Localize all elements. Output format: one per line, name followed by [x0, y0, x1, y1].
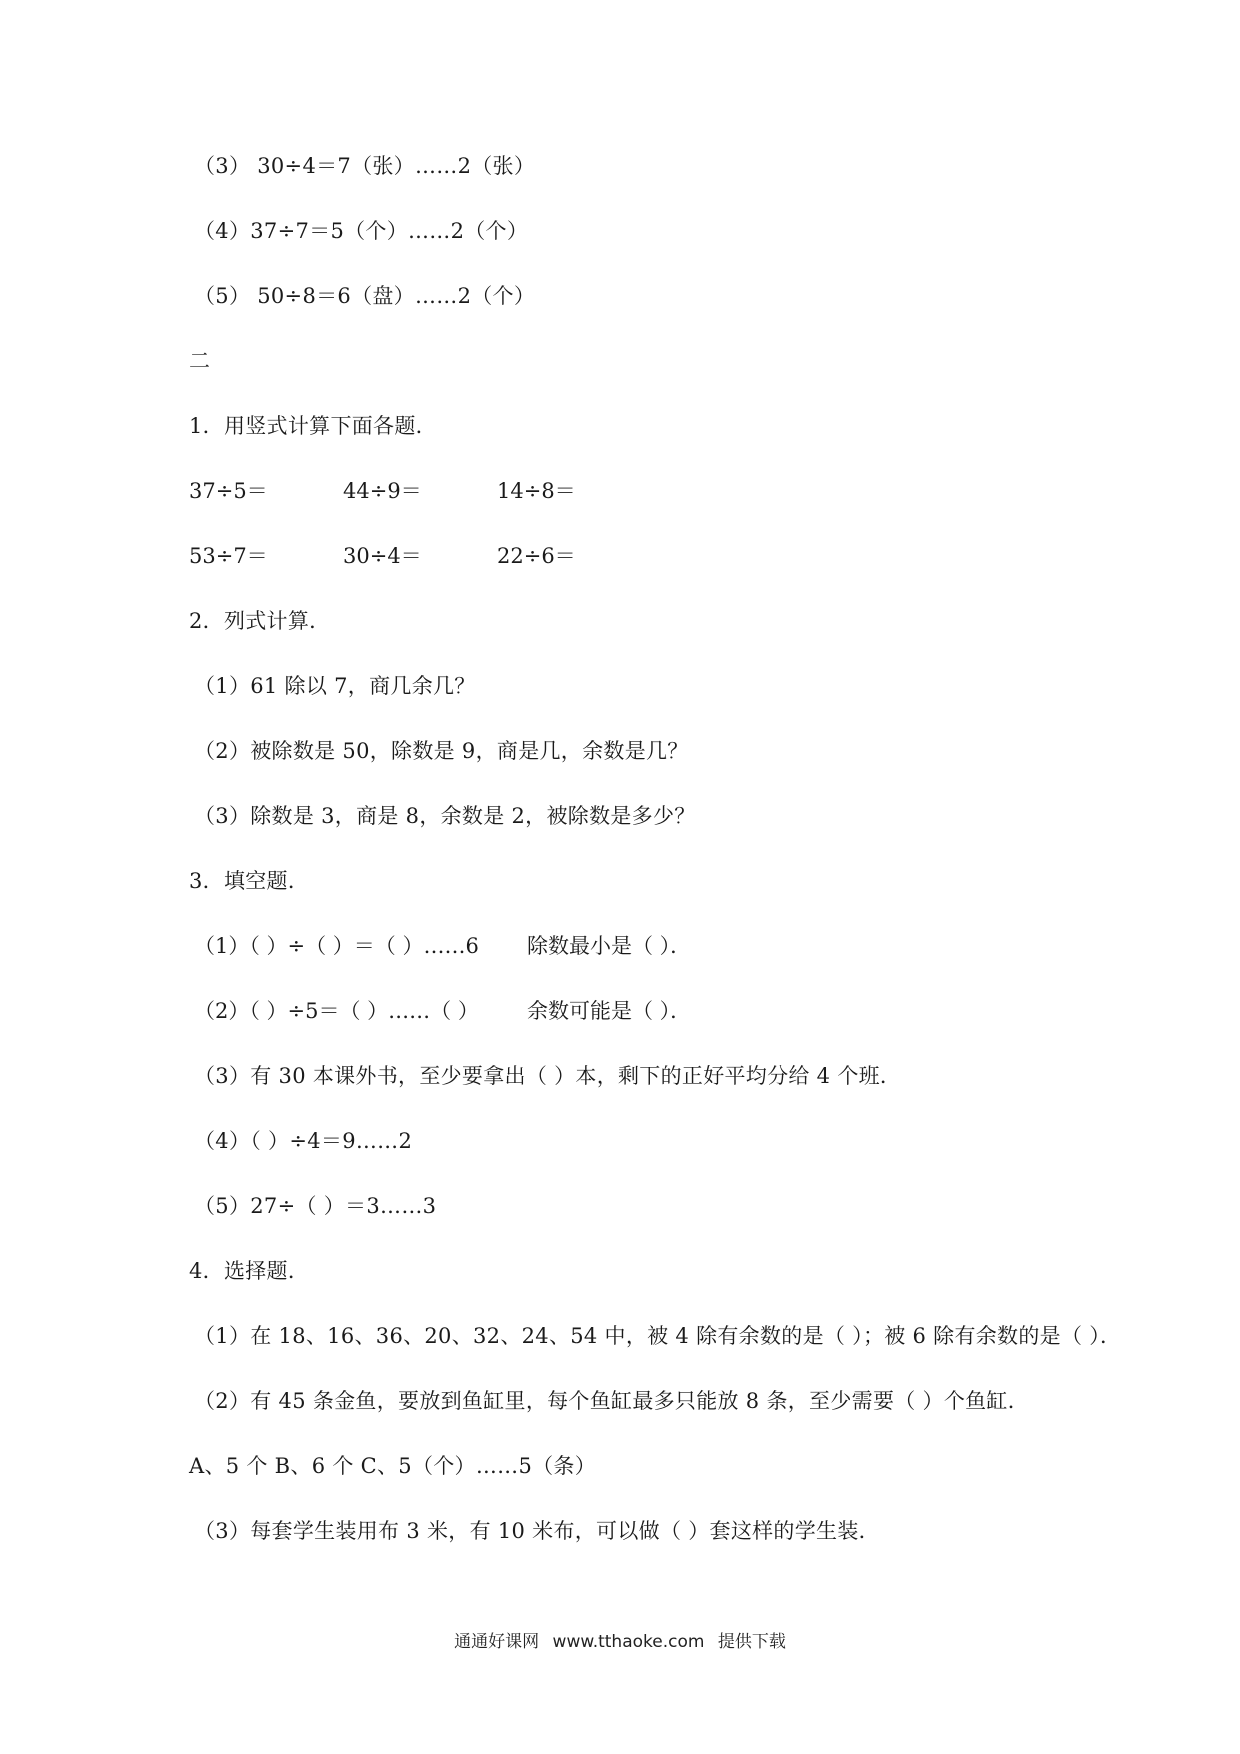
- calc-1-1: 37÷5＝: [189, 479, 268, 503]
- footer-site-name: 通通好课网: [454, 1632, 540, 1652]
- footer-url[interactable]: www.tthaoke.com: [552, 1632, 705, 1652]
- question-2-title: 2．列式计算．: [189, 609, 331, 633]
- question-3-item-2-hint: 余数可能是（ ）．: [527, 999, 692, 1023]
- question-4-item-3: （3）每套学生装用布 3 米，有 10 米布，可以做（ ）套这样的学生装．: [194, 1519, 880, 1543]
- question-4-title: 4．选择题．: [189, 1259, 310, 1283]
- question-4-item-2: （2）有 45 条金鱼，要放到鱼缸里，每个鱼缸最多只能放 8 条，至少需要（ ）个鱼缸．: [194, 1389, 1030, 1413]
- calc-2-1: 53÷7＝: [189, 544, 268, 568]
- answer-item-4: （4）37÷7＝5（个）……2（个）: [194, 219, 529, 243]
- question-3-item-4: （4）（ ）÷4＝9……2: [194, 1129, 413, 1153]
- calc-1-2: 44÷9＝: [343, 479, 422, 503]
- answer-item-5: （5） 50÷8＝6（盘）……2（个）: [194, 284, 536, 308]
- question-2-item-2: （2）被除数是 50，除数是 9，商是几，余数是几？: [194, 739, 689, 763]
- question-1-title: 1．用竖式计算下面各题．: [189, 414, 437, 438]
- question-4-item-1: （1）在 18、16、36、20、32、24、54 中，被 4 除有余数的是（ ）；被 6 除有余数的是（ ）．: [194, 1324, 1122, 1348]
- calc-2-3: 22÷6＝: [497, 544, 576, 568]
- page-footer: [0, 1630, 1240, 1654]
- question-4-options: A、5 个 B、6 个 C、5（个）……5（条）: [189, 1454, 597, 1478]
- question-3-title: 3．填空题．: [189, 869, 310, 893]
- question-3-item-2: （2）（ ）÷5＝（ ）……（ ）: [194, 999, 479, 1023]
- answer-item-3: （3） 30÷4＝7（张）……2（张）: [194, 154, 536, 178]
- calc-1-3: 14÷8＝: [497, 479, 576, 503]
- question-2-item-3: （3）除数是 3，商是 8，余数是 2，被除数是多少？: [194, 804, 696, 828]
- question-3-item-5: （5）27÷（ ）＝3……3: [194, 1194, 437, 1218]
- question-2-item-1: （1）61 除以 7，商几余几？: [194, 674, 476, 698]
- section-heading: 二: [189, 349, 211, 373]
- question-3-item-3: （3）有 30 本课外书，至少要拿出（ ）本，剩下的正好平均分给 4 个班．: [194, 1064, 902, 1088]
- calc-2-2: 30÷4＝: [343, 544, 422, 568]
- question-3-item-1-hint: 除数最小是（ ）．: [527, 934, 692, 958]
- question-3-item-1: （1）（ ）÷（ ）＝（ ）……6: [194, 934, 479, 958]
- footer-suffix: 提供下载: [717, 1632, 786, 1652]
